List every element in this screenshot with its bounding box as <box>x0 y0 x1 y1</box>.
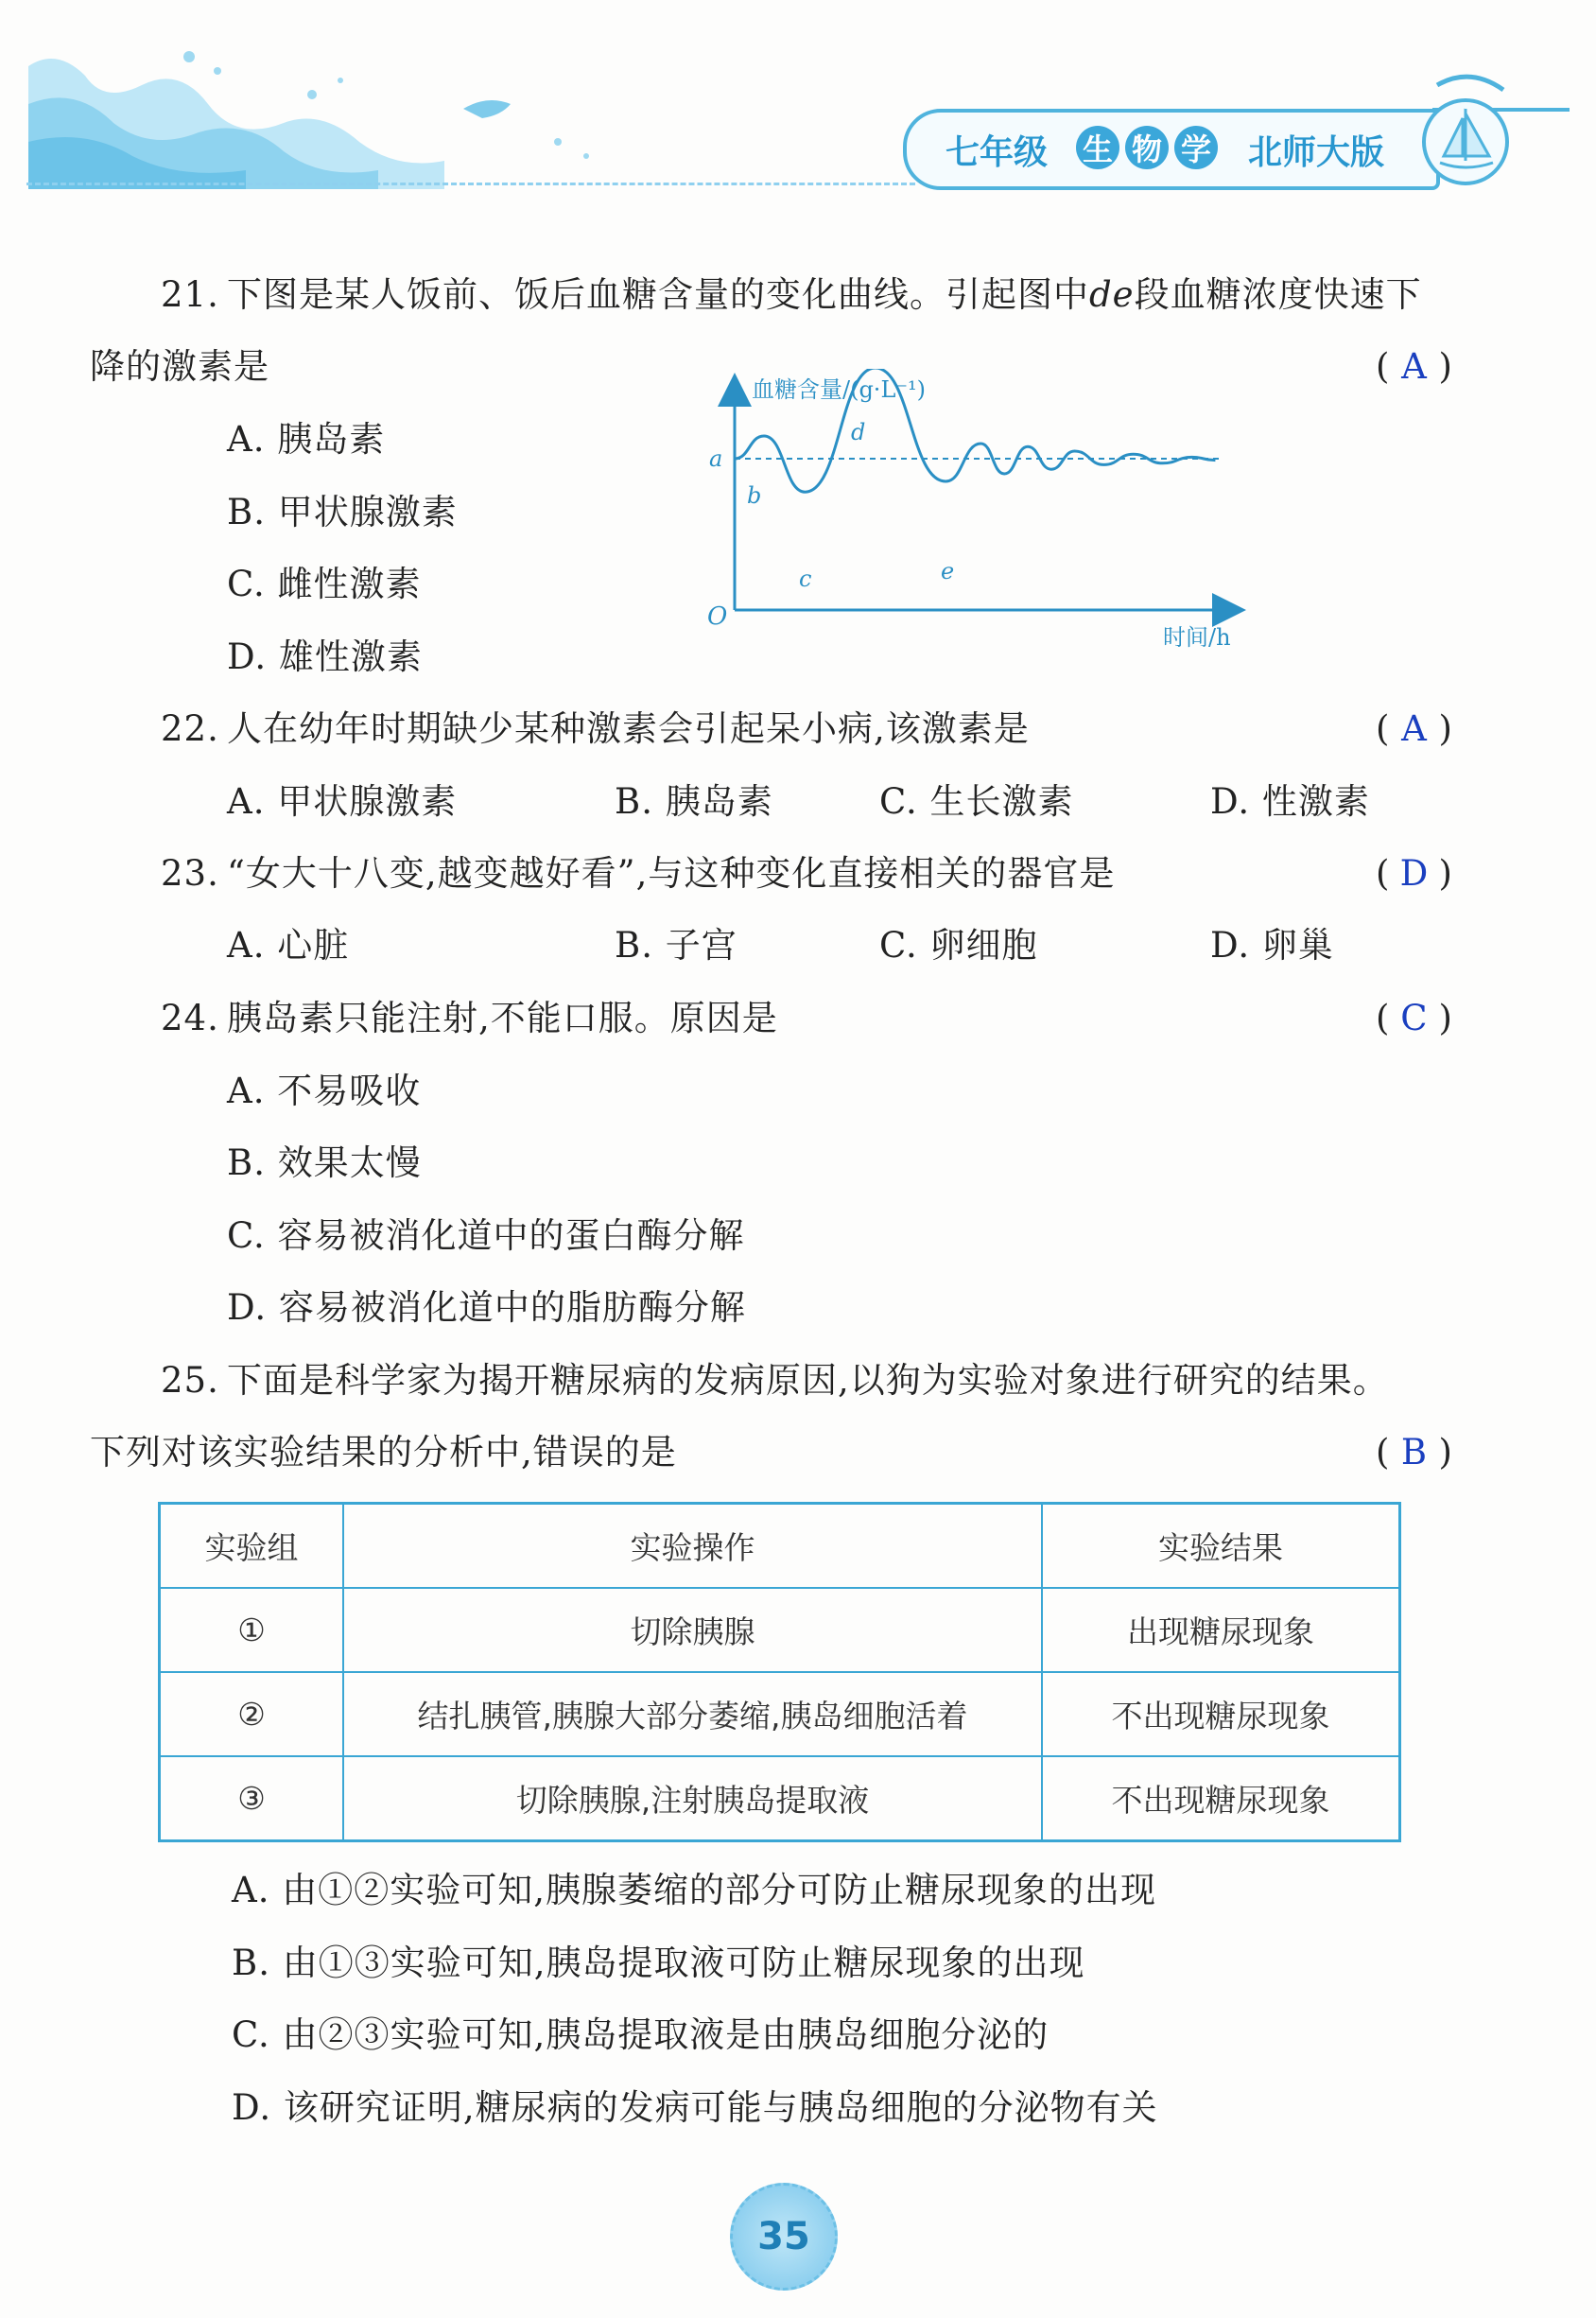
table-cell-operation: 切除胰腺 <box>343 1588 1042 1672</box>
q23-answer-letter: D <box>1399 853 1429 894</box>
q21-stem-line1 <box>227 272 1422 318</box>
q21-stem-segment: de <box>1089 274 1135 315</box>
header-subject-char-3: 学 <box>1174 126 1218 169</box>
q21-number: 21. <box>161 274 219 315</box>
q24-answer-letter: C <box>1400 998 1428 1038</box>
chart-ylabel: 血糖含量/(g·L⁻¹) <box>752 376 927 403</box>
q25-answer-letter: B <box>1400 1432 1428 1473</box>
table-row <box>160 1672 1400 1756</box>
q21-option-c: C. 雌性激素 <box>227 564 422 604</box>
q24-option-a: A. 不易吸收 <box>227 1071 422 1111</box>
q23-option-a: A. 心脏 <box>227 925 350 966</box>
header-edition: 北师大版 <box>1248 133 1385 172</box>
q23-answer: ( D ) <box>1376 851 1452 897</box>
q22-number: 22. <box>161 708 219 749</box>
page-number: 35 <box>757 2215 810 2258</box>
q21-stem-part2: 段血糖浓度快速下 <box>1134 274 1422 315</box>
q24-stem: 胰岛素只能注射,不能口服。原因是 <box>227 998 778 1038</box>
q24-answer: ( C ) <box>1376 996 1452 1041</box>
sailboat-icon <box>1414 66 1518 189</box>
q23-option-c: C. 卵细胞 <box>879 925 1038 966</box>
table-cell-result: 出现糖尿现象 <box>1042 1588 1400 1672</box>
q23-stem: “女大十八变,越变越好看”,与这种变化直接相关的器官是 <box>227 853 1116 894</box>
chart-point-label-b: b <box>747 482 762 509</box>
q21-answer-letter: A <box>1401 346 1427 387</box>
q22-option-d: D. 性激素 <box>1210 781 1370 822</box>
table-header-row <box>160 1504 1400 1589</box>
q22-answer-letter: A <box>1401 708 1427 749</box>
q24-option-c: C. 容易被消化道中的蛋白酶分解 <box>227 1215 745 1256</box>
chart-baseline-label: a <box>709 445 723 472</box>
header-grade: 七年级 <box>945 133 1049 172</box>
header-wave-decoration <box>0 28 662 189</box>
q21-option-a: A. 胰岛素 <box>227 419 386 460</box>
q25-stem-line2: 下列对该实验结果的分析中,错误的是 <box>90 1432 677 1473</box>
q21-answer: ( A ) <box>1376 344 1452 390</box>
table-cell-group: ① <box>160 1588 344 1672</box>
q24-option-d: D. 容易被消化道中的脂肪酶分解 <box>227 1287 746 1328</box>
q25-option-c: C. 由②③实验可知,胰岛提取液是由胰岛细胞分泌的 <box>232 2014 1050 2055</box>
chart-point-label-e: e <box>941 558 955 584</box>
q22-stem: 人在幼年时期缺少某种激素会引起呆小病,该激素是 <box>227 708 1030 749</box>
table-cell-group: ③ <box>160 1756 344 1841</box>
table-header-result: 实验结果 <box>1042 1504 1400 1589</box>
q25-answer: ( B ) <box>1376 1430 1452 1475</box>
experiment-table <box>158 1502 1401 1842</box>
q23-option-b: B. 子宫 <box>615 925 737 966</box>
q22-option-c: C. 生长激素 <box>879 781 1074 822</box>
chart-origin-label: O <box>707 602 728 631</box>
chart-xlabel: 时间/h <box>1163 624 1231 651</box>
q22-answer: ( A ) <box>1376 706 1452 752</box>
blood-glucose-chart <box>700 369 1258 662</box>
table-header-operation: 实验操作 <box>343 1504 1042 1589</box>
q25-option-b: B. 由①③实验可知,胰岛提取液可防止糖尿现象的出现 <box>232 1943 1085 1983</box>
q21-stem-part1: 下图是某人饭前、饭后血糖含量的变化曲线。引起图中 <box>227 274 1089 315</box>
q24-number: 24. <box>161 998 219 1038</box>
q23-number: 23. <box>161 853 219 894</box>
header-subject-char-1: 生 <box>1076 126 1119 169</box>
table-cell-result: 不出现糖尿现象 <box>1042 1756 1400 1841</box>
header-dashed-line <box>26 183 915 185</box>
table-header-group: 实验组 <box>160 1504 344 1589</box>
table-cell-result: 不出现糖尿现象 <box>1042 1672 1400 1756</box>
chart-point-label-c: c <box>799 566 812 592</box>
q25-number: 25. <box>161 1360 219 1401</box>
table-row <box>160 1588 1400 1672</box>
table-cell-operation: 结扎胰管,胰腺大部分萎缩,胰岛细胞活着 <box>343 1672 1042 1756</box>
header-subject-char-2: 物 <box>1125 126 1169 169</box>
chart-point-label-d: d <box>851 419 866 445</box>
q22-option-a: A. 甲状腺激素 <box>227 781 458 822</box>
q23-option-d: D. 卵巢 <box>1210 925 1334 966</box>
table-cell-group: ② <box>160 1672 344 1756</box>
q21-option-d: D. 雄性激素 <box>227 636 423 677</box>
q25-option-d: D. 该研究证明,糖尿病的发病可能与胰岛细胞的分泌物有关 <box>232 2087 1158 2128</box>
q21-stem-line2: 降的激素是 <box>90 346 269 387</box>
q21-option-b: B. 甲状腺激素 <box>227 492 458 532</box>
q22-option-b: B. 胰岛素 <box>615 781 773 822</box>
table-row <box>160 1756 1400 1841</box>
page-number-badge <box>730 2183 838 2291</box>
q25-stem-line1: 下面是科学家为揭开糖尿病的发病原因,以狗为实验对象进行研究的结果。 <box>227 1360 1389 1401</box>
q24-option-b: B. 效果太慢 <box>227 1142 422 1183</box>
table-cell-operation: 切除胰腺,注射胰岛提取液 <box>343 1756 1042 1841</box>
q25-option-a: A. 由①②实验可知,胰腺萎缩的部分可防止糖尿现象的出现 <box>232 1870 1157 1910</box>
